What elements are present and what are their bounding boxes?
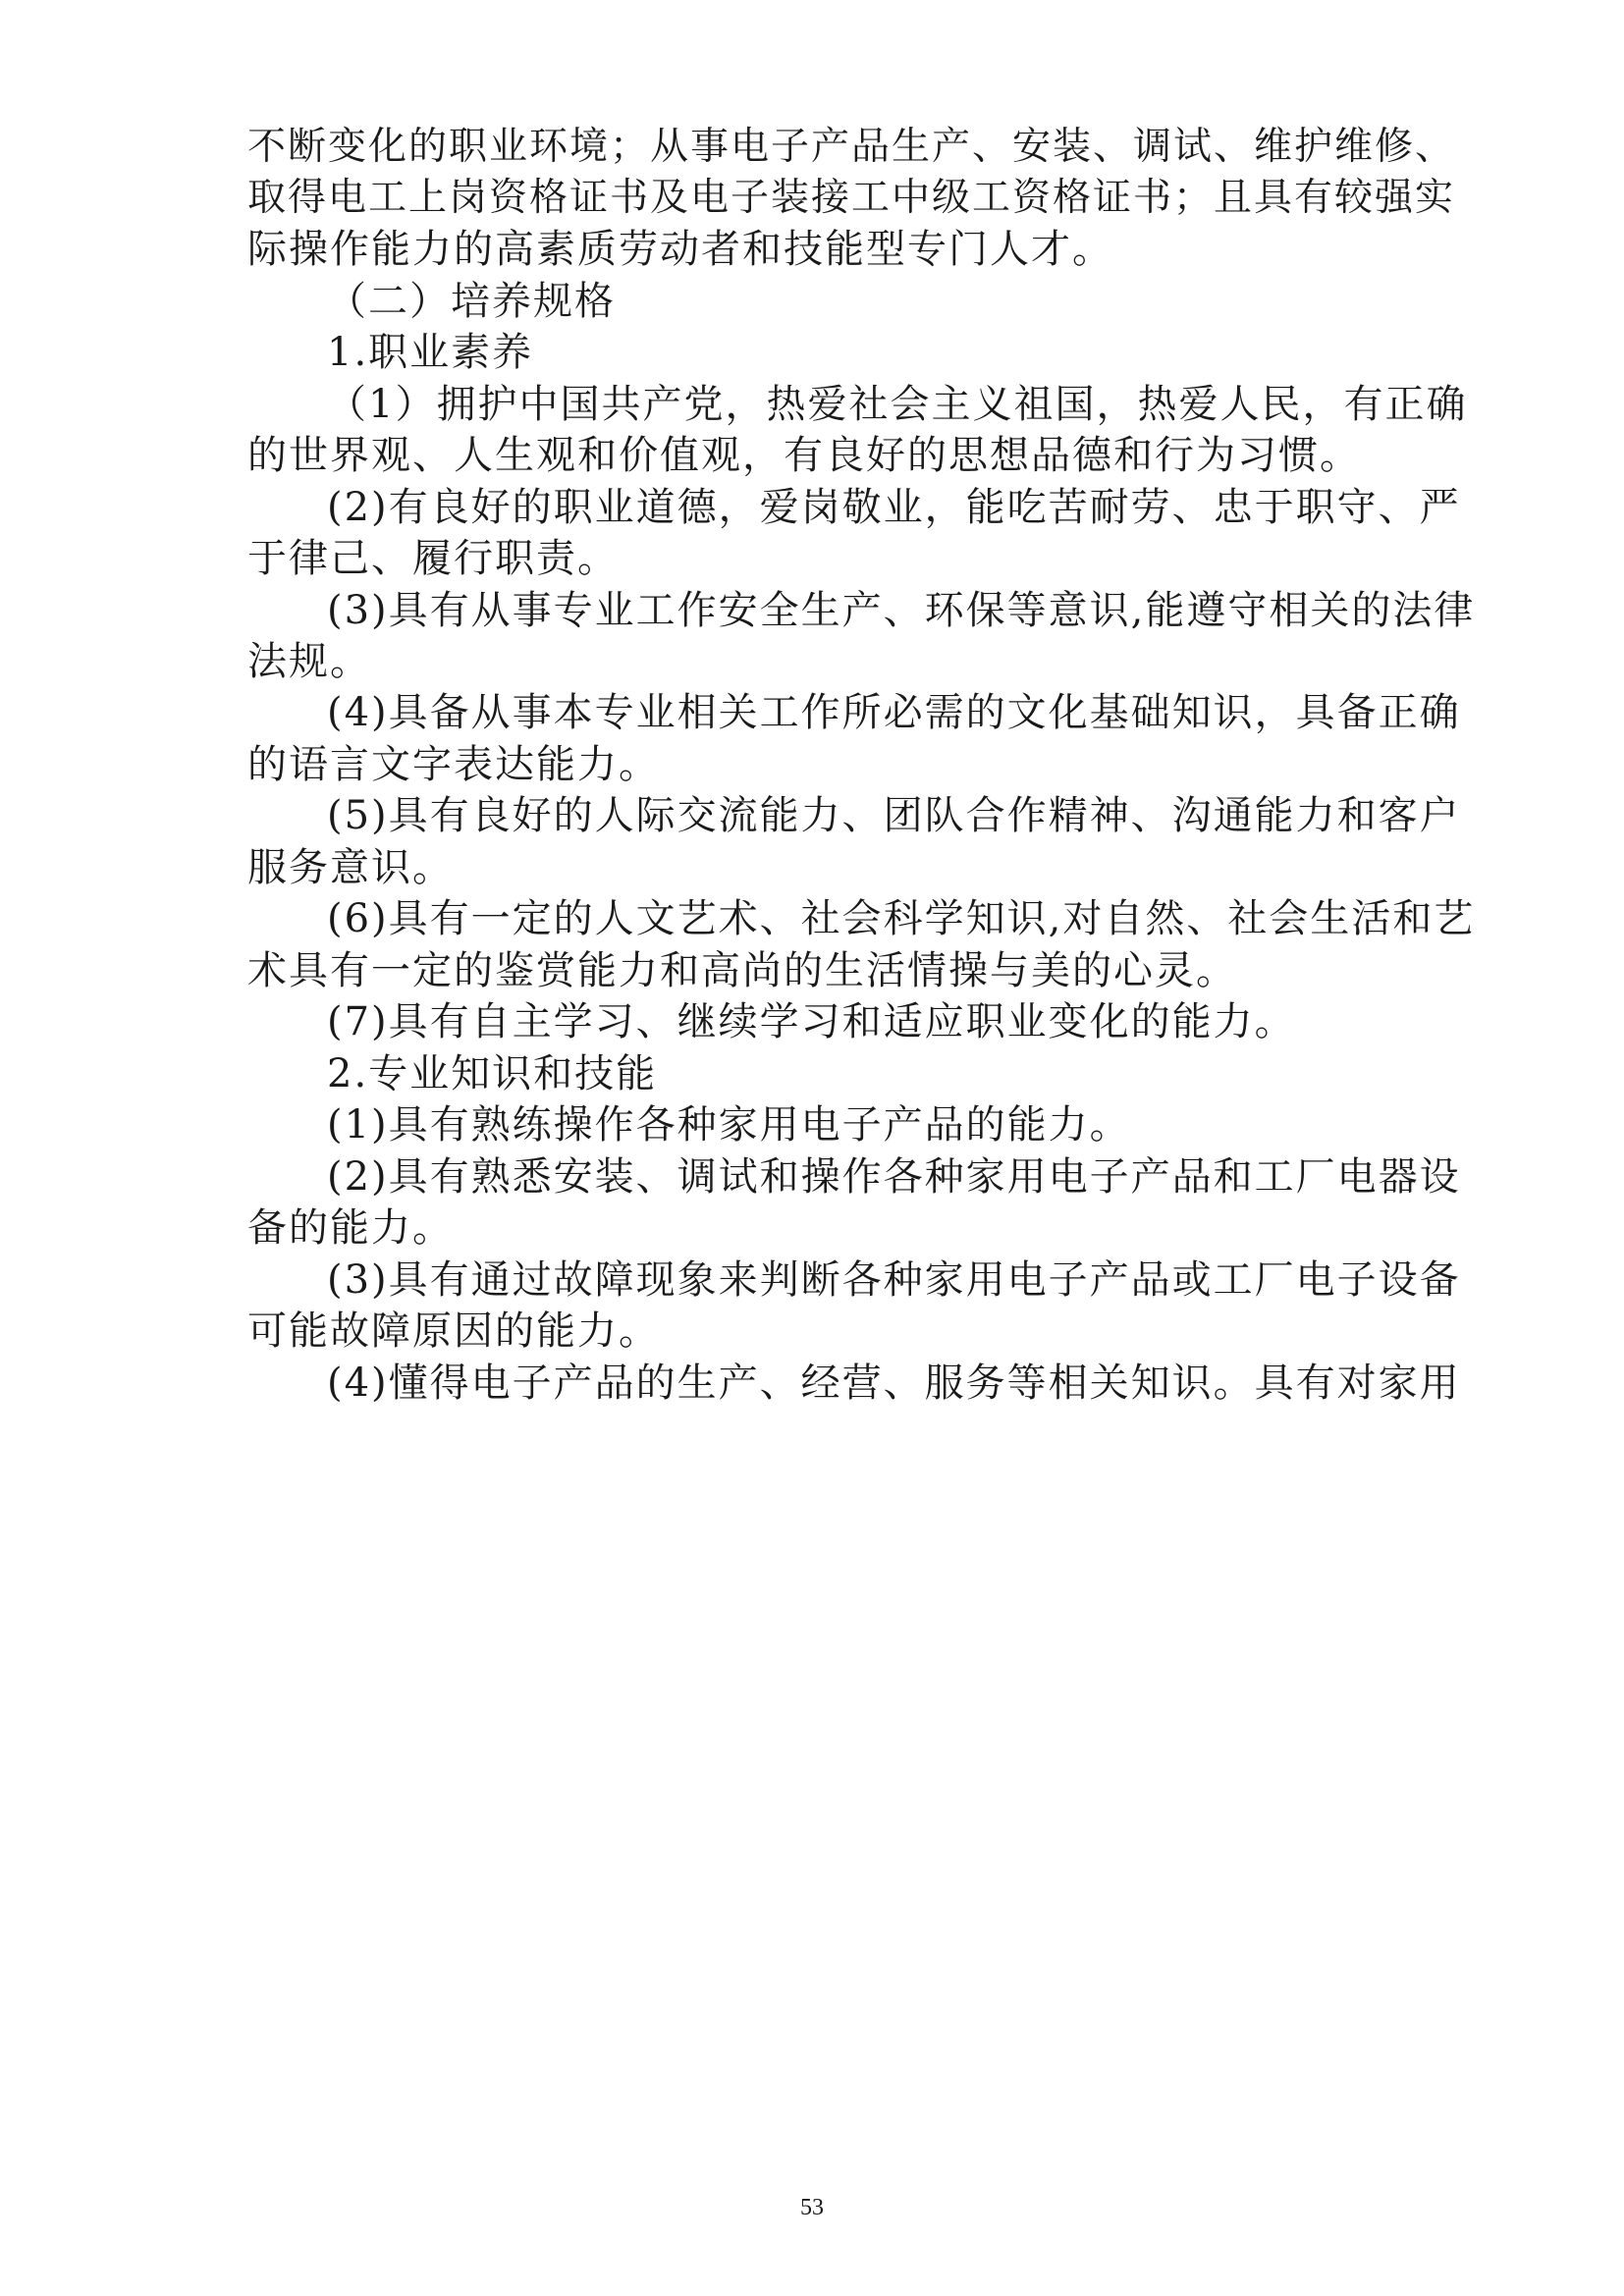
list-item-line: (3)具有从事专业工作安全生产、环保等意识,能遵守相关的法律 — [327, 588, 1476, 633]
list-item-line: 于律己、履行职责。 — [247, 536, 619, 581]
subsection-heading: 2.专业知识和技能 — [327, 1051, 658, 1096]
list-item-line: 可能故障原因的能力。 — [247, 1308, 660, 1354]
page-number: 53 — [800, 2195, 824, 2220]
list-item-line: 的语言文字表达能力。 — [247, 742, 660, 787]
paragraph-line: 不断变化的职业环境；从事电子产品生产、安装、调试、维护维修、 — [247, 125, 1456, 169]
list-item-line: (6)具有一定的人文艺术、社会科学知识,对自然、社会生活和艺 — [327, 896, 1476, 941]
list-item-line: 备的能力。 — [247, 1205, 454, 1251]
list-item-line: (7)具有自主学习、继续学习和适应职业变化的能力。 — [327, 999, 1296, 1044]
list-item-line: (4)具备从事本专业相关工作所必需的文化基础知识，具备正确 — [327, 690, 1461, 735]
list-item-line: (4)懂得电子产品的生产、经营、服务等相关知识。具有对家用 — [327, 1361, 1461, 1406]
paragraph-line: 取得电工上岗资格证书及电子装接工中级工资格证书；且具有较强实 — [247, 176, 1456, 220]
list-item-line: (2)有良好的职业道德，爱岗敬业，能吃苦耐劳、忠于职守、严 — [327, 485, 1461, 530]
list-item-line: (1)具有熟练操作各种家用电子产品的能力。 — [327, 1102, 1131, 1148]
list-item-line: 的世界观、人生观和价值观，有良好的思想品德和行为习惯。 — [247, 433, 1361, 478]
section-heading: （二）培养规格 — [327, 279, 616, 324]
list-item-line: (5)具有良好的人际交流能力、团队合作精神、沟通能力和客户 — [327, 793, 1461, 838]
list-item-line: （1）拥护中国共产党，热爱社会主义祖国，热爱人民，有正确 — [327, 382, 1468, 427]
subsection-heading: 1.职业素养 — [327, 330, 534, 375]
list-item-line: (2)具有熟悉安装、调试和操作各种家用电子产品和工厂电器设 — [327, 1154, 1461, 1200]
list-item-line: 法规。 — [247, 639, 371, 684]
paragraph-line: 际操作能力的高素质劳动者和技能型专门人才。 — [247, 227, 1113, 272]
list-item-line: 术具有一定的鉴赏能力和高尚的生活情操与美的心灵。 — [247, 948, 1237, 993]
list-item-line: 服务意识。 — [247, 845, 454, 890]
list-item-line: (3)具有通过故障现象来判断各种家用电子产品或工厂电子设备 — [327, 1257, 1461, 1303]
